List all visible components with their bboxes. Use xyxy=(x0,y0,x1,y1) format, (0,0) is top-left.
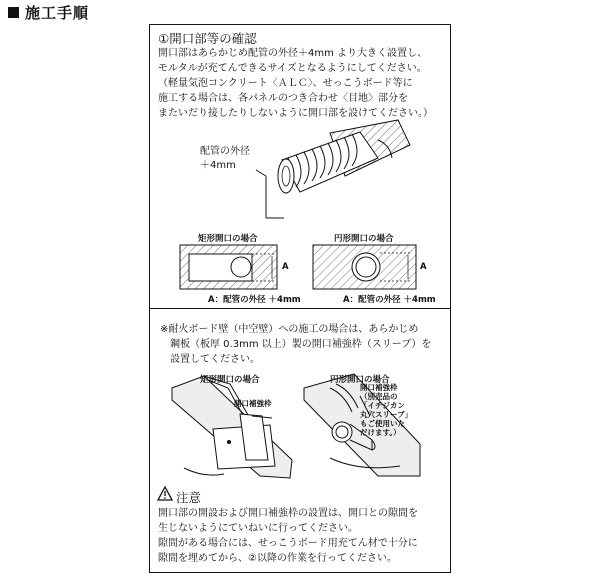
rect-opening-a-label: A xyxy=(282,262,289,272)
round-opening-title: 円形開口の場合 xyxy=(334,234,394,244)
caution-body: 開口部の開設および開口補強枠の設置は、開口との隙間を 生じないようにていねいに行ってください。 隙間がある場合には、せっこうボード用充てん材で十分に 隙間を埋めてから、②以降の作業を行ってください。 xyxy=(158,508,418,564)
rect-opening-title: 矩形開口の場合 xyxy=(198,234,258,244)
section-header-title: 施工手順 xyxy=(25,4,90,22)
round-opening-diagram xyxy=(313,245,416,289)
pipe-diameter-label: 配管の外径 ＋4mm xyxy=(200,146,250,171)
sleeve-label: 開口補強枠 xyxy=(234,399,272,408)
rect-opening-diagram xyxy=(180,245,277,289)
rect-sleeve-diagram xyxy=(172,376,292,478)
caution-title: 注意 xyxy=(176,490,202,505)
round-opening-caption: A：配管の外径 ＋4mm xyxy=(343,295,436,305)
rect-opening-caption: A：配管の外径 ＋4mm xyxy=(208,295,301,305)
round-opening-a-label: A xyxy=(420,262,427,272)
section1-title: ①開口部等の確認 xyxy=(158,31,257,46)
pipe-illustration xyxy=(256,120,410,218)
warning-icon xyxy=(158,487,172,500)
hollow-wall-note: ※耐火ボード壁（中空壁）への施工の場合は、あらかじめ 鋼板（板厚 0.3mm 以上）製の開口補強枠（スリーブ）を 設置してください。 xyxy=(160,324,432,365)
hollow-rect-title: 矩形開口の場合 xyxy=(200,375,260,385)
hollow-round-title: 円形開口の場合 xyxy=(330,375,390,385)
section1-body: 開口部はあらかじめ配管の外径＋4mm より大きく設置し、 モルタルが充てんできるサイズとなるようにしてください。 （軽量気泡コンクリート〈ＡＬＣ〉、せっこうボード等に 施工する場合は、各パネルのつき合わせ〈目地〉部分を またいだり接したりしないように開口部を設けてください。） xyxy=(158,48,433,119)
sleeve-callout: 開口補強枠 （別売品の 「イチジカン 丸穴スリーブ」 もご使用いた だけます。） xyxy=(360,383,413,437)
